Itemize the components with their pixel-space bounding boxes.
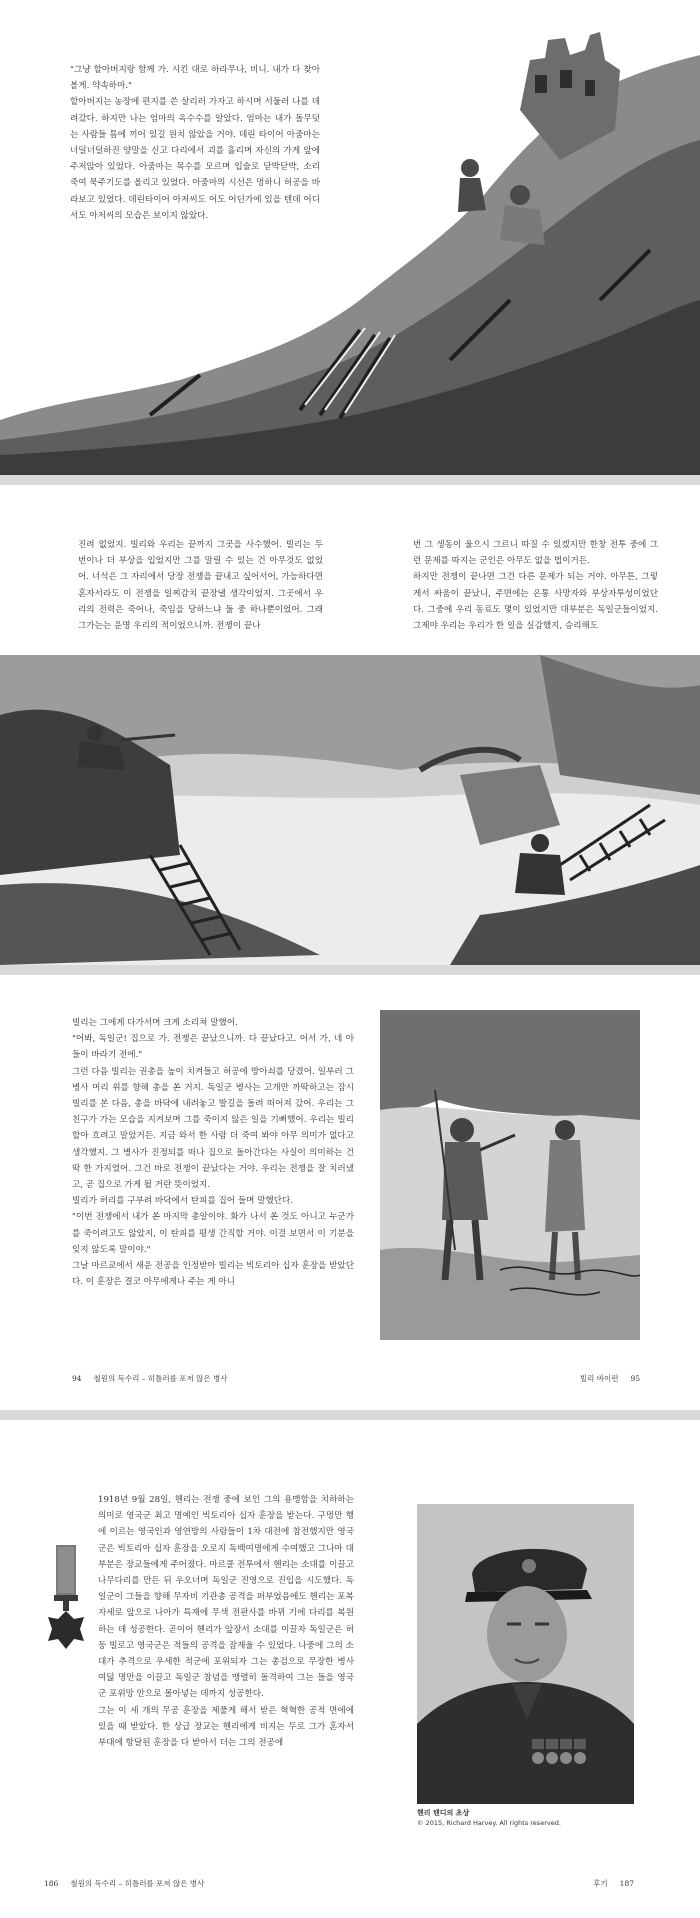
story-paragraph: "그냥 할아버지랑 함께 가. 시킨 대로 하라무나, 비니. 내가 다 찾아볼게. 약속하마." 할아버지는 농장에 편지를 쓴 살리러 가자고 하시며 서둘러 나를 데려갔다. 하지만 나는 엄마의 옥수수를 알았다. 엄마는 내가 돌무덧는 사람들 틈에 끼어 있길 원치 않았을 거야. 데린 타이어 아줌마는 너덜너덜하진 양말을 신고 다리에서 괴를 흘리며 자신의 가게 앞에 주저앉아 있었다. 아줌마는 목수를 모르며 입술로 닫박닫박, 소리 죽여 묵주기도를 올리고 있었다. 아줌마의 시선은 멍하니 허공을 바라보고 있었다. 데린타이어 아저씨도 어도 어딘가에 있을 텐데 어디서도 아저씨의 모습은 보이지 않았다.	[70, 65, 320, 221]
henry-tandey-portrait	[417, 1504, 634, 1804]
page-number-right: 95	[630, 1374, 640, 1383]
battlefield-bridge-illustration	[0, 655, 700, 965]
running-title-left: 철원의 독수리 – 히틀러를 포저 않은 병사	[93, 1374, 228, 1383]
book-spread-1	[0, 0, 700, 475]
book-spread-3	[0, 975, 700, 1410]
right-page-text: 번 그 생동이 울으시 그르니 따질 수 있겠지만 한창 전투 중에 그런 문제를 따지는 군인은 아무도 없을 법이거든. 하지만 전쟁이 끝나면 그건 다른 문제가 되는 거야. 아무튼, 그렇게서 싸움이 끝났니, 주면에는 온통 사망자와 부상자투성이었단다. 그중에 우리 동료도 몇이 있었지만 대부분은 독일군들이었지. 그제야 우리는 우리가 한 일을 실감했지, 승리해도	[413, 540, 658, 632]
folio-right	[593, 1878, 634, 1889]
afterword-text: 1918년 9월 28일, 헨리는 전쟁 중에 보인 그의 용맹함을 치하하는 의미로 영국군 최고 명예인 빅토리아 십자 훈장을 받는다. 구멍만 행에 이르는 영국인과 영연방의 사람들이 1차 대전에 참전했지만 영국군은 빅토리아 십자 훈장을 오로지 독백여명에게 수여했고 그나마 대부분은 장교들에게 주어졌다. 마르쿨 전투에서 헨리는 소대를 이끌고 나무다리를 만든 뒤 우오너며 독일군 진영으로 진입을 시도했다. 독일군이 그들을 향해 무자비 기관총 공격을 퍼부었음에도 헨리는 포복 자세로 앞으로 나아가 특재에 무색 전판사를 바뀌 기에 다리를 복원하는 데 성공한다. 곧이어 헨리가 앞장서 소대를 이끌자 독일군은 허둥 빌로고 영국군은 적들의 공격을 잠재울 수 있었다. 나중에 그의 소대가 추격으로 우세한 적군에 포위되자 그는 총검으로 무장한 병사 여덟 명만을 이끌고 독일군 참념을 맹렬히 돌격하여 그는 들을 영국군 포위망 안으로 몰아넣는 데까지 성공한다. 그는 이 세 개의 무공 훈장을 제풀게 해서 받은 혁혁한 공적 면에에 있을 때 받았다. 한 상급 장교는 헨리에게 비지는 두로 그가 혼자서 부대에 항달된 훈장을 다 받아서 더는 그의 전공에	[98, 1495, 354, 1749]
portrait-caption	[417, 1808, 634, 1827]
book-spread-4	[0, 1420, 700, 1918]
left-page-text: 빌리는 그에게 다가서며 크게 소리쳐 말했어. "어봐, 독일군! 집으로 가. 전쟁은 끝났으니까. 다 끝났다고. 어서 가, 네 아들이 바라기 전에." 그런 다음 빌리는 권총을 높이 치켜들고 허공에 방아쇠를 당겼어. 일부러 그 병사 머리 위를 향해 총을 쏜 거지. 독일군 병사는 고개만 까딱하고는 잠시 빌리를 본 다음, 총을 바닥에 내려놓고 발길을 돌려 떠어져 갔어. 우리는 그 친구가 가는 모습을 지켜보며 그를 죽이지 않은 일을 기뻐했어. 우리는 빌리 할아 흐려고 말았거든. 지금 와서 한 사람 더 죽여 봐야 아무 의미가 없다고 생각했지. 그 병사가 진정되를 떠나 집으로 돌아간다는 사실이 의미하는 건 딱 한 가지였어. 그건 바로 전쟁이 끝났다는 거야. 우리는 전쟁을 잘 치러냈고, 곧 집으로 가게 될 거란 뜻이었지. 빌리가 허리를 구부려 바닥에서 탄피를 집어 들며 말했단다. "이번 전쟁에서 내가 쏜 마지막 총알이야. 화가 나서 쏜 것도 아니고 누군가를 죽이려고도 않았지, 이 탄피를 평생 간직할 거야. 이걸 보면서 이 기분을 잊지 않도록 말이야." 그날 마르쿄에서 새운 전공을 인정받아 빌리는 빅토리아 십자 훈장을 받았단다. 이 훈장은 결코 아무에게나 주는 게 아니	[72, 1018, 354, 1288]
left-page-text: 진려 없었지. 빌리와 우리는 끝까지 그곳을 사수했어. 빌리는 두 번이나 더 부상을 입었지만 그를 말릴 수 있는 건 아무것도 없었어. 너석은 그 자리에서 당장 전쟁을 끝내고 싶어서어, 가능하다면 혼자서라도 이 전쟁을 일찌감치 끝장낼 생각이었지. 그곳에서 우리의 전력은 죽어나, 죽임을 당하느냐 둘 중 하나뿐이었어. 그래 그가는는 운명 우리의 적이었으니까. 전쟁이 끝나	[78, 540, 323, 632]
page-number-left: 94	[72, 1374, 82, 1383]
caption-credit: © 2015, Richard Harvey. All rights reserved.	[417, 1819, 561, 1827]
running-title-right: 후기	[593, 1879, 608, 1888]
book-spread-2	[0, 485, 700, 965]
soldiers-encounter-illustration	[380, 1010, 640, 1340]
page-number-right: 187	[619, 1879, 634, 1888]
page-number-left: 186	[44, 1879, 59, 1888]
victoria-cross-medal-image	[44, 1545, 88, 1675]
folio-left	[44, 1878, 204, 1889]
running-title-right: 빌리 바이런	[579, 1374, 619, 1383]
caption-title: 헨리 탠디의 초상	[417, 1809, 470, 1817]
folio-left	[72, 1373, 228, 1384]
running-title-left: 철원의 독수리 – 히틀러를 포저 않은 병사	[70, 1879, 205, 1888]
folio-right	[580, 1373, 640, 1384]
